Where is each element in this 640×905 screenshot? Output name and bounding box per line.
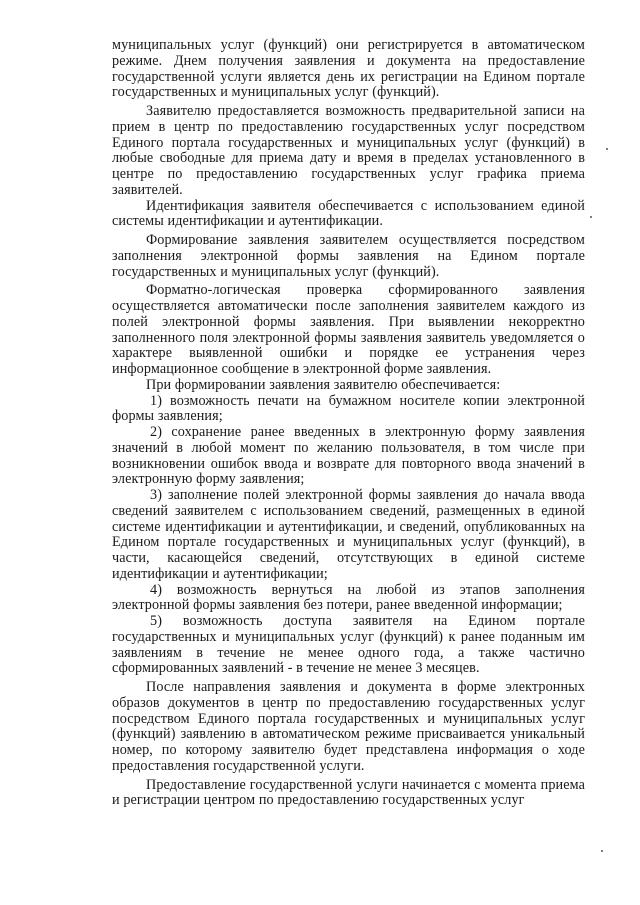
- paragraph-1: муниципальных услуг (функций) они регистрируется в автоматическом режиме. Днем получения заявления и документа на предоставление государственной услуги является день их регистрации на Едином портале государственных и муниципальных услуг (функций).: [112, 37, 585, 101]
- paragraph-8: Предоставление государственной услуги начинается с момента приема и регистрации центром по предоставлению государственных услуг: [112, 776, 585, 809]
- list-item-5: 5) возможность доступа заявителя на Едином портале государственных и муниципальных услуг (функций) к ранее поданным им заявлениям в течение не менее одного года, а также частично сформированных заявлений - в течение не менее 3 месяцев.: [112, 613, 585, 677]
- paragraph-3: Идентификация заявителя обеспечивается с использованием единой системы идентификации и аутентификации.: [112, 197, 585, 230]
- list-item-1: 1) возможность печати на бумажном носителе копии электронной формы заявления;: [112, 392, 585, 425]
- paragraph-6: При формировании заявления заявителю обеспечивается:: [146, 376, 501, 393]
- scan-speck: [601, 850, 603, 852]
- paragraph-7: После направления заявления и документа в форме электронных образов документов в центр по предоставлению государственных услуг посредством Единого портала государственных и муниципальных услуг (функций) заявлению в автоматическом режиме присваивается уникальный номер, по которому заявителю будет представлена информация о ходе предоставления государственной услуги.: [112, 679, 585, 774]
- document-body: [112, 38, 585, 809]
- scan-speck: [590, 216, 592, 218]
- list-item-4: 4) возможность вернуться на любой из этапов заполнения электронной формы заявления без потери, ранее введенной информации;: [112, 581, 585, 614]
- list-item-2: 2) сохранение ранее введенных в электронную форму заявления значений в любой момент по желанию пользователя, в том числе при возникновении ошибок ввода и возврате для повторного ввода значений в электронную форму заявления;: [112, 424, 585, 488]
- list-item-3: 3) заполнение полей электронной формы заявления до начала ввода сведений заявителем с использованием сведений, размещенных в единой системе идентификации и аутентификации, и сведений, опубликованных на Едином портале государственных и муниципальных услуг (функций), в части, касающейся сведений, отсутствующих в единой системе идентификации и аутентификации;: [112, 487, 585, 582]
- paragraph-4: Формирование заявления заявителем осуществляется посредством заполнения электронной формы заявления на Едином портале государственных и муниципальных услуг (функций).: [112, 232, 585, 280]
- paragraph-2: Заявителю предоставляется возможность предварительной записи на прием в центр по предоставлению государственных услуг посредством Единого портала государственных и муниципальных услуг (функций) в любые свободные для приема дату и время в пределах установленного в центре по предоставлению государственных услуг графика приема заявителей.: [112, 103, 585, 198]
- paragraph-5: Форматно-логическая проверка сформированного заявления осуществляется автоматически после заполнения заявителем каждого из полей электронной формы заявления. При выявлении некорректно заполненного поля электронной формы заявления заявитель уведомляется о характере выявленной ошибки и порядке ее устранения через информационное сообщение в электронной форме заявления.: [112, 282, 585, 377]
- scan-speck: [606, 148, 608, 150]
